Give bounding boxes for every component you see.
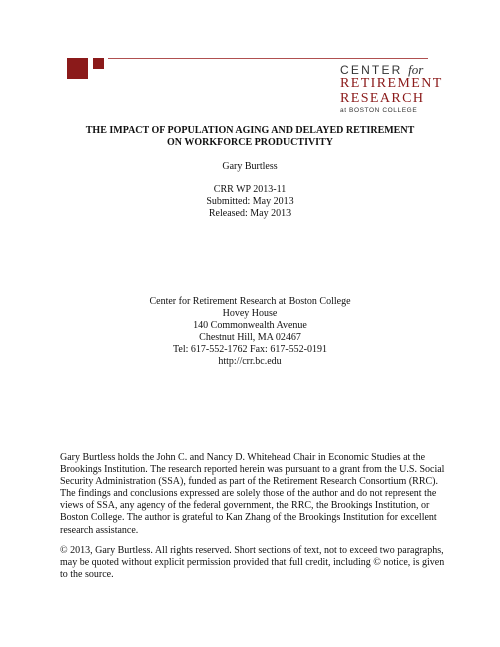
paragraph-line: The findings and conclusions expressed are solely those of the author and do not represent the (60, 488, 437, 500)
logo-retirement-text: RETIREMENT (340, 76, 443, 91)
released-date: Released: May 2013 (208, 208, 292, 219)
contact-address (0, 296, 500, 368)
address-line: Chestnut Hill, MA 02467 (199, 332, 301, 343)
paragraph-line: to the source. (60, 569, 114, 581)
paper-info (0, 184, 500, 220)
address-line: Hovey House (222, 308, 278, 319)
paragraph-line: research assistance. (60, 524, 139, 536)
logo-for-text: for (408, 62, 424, 77)
logo-research-text: RESEARCH (340, 91, 425, 106)
logo-square-large (67, 58, 88, 79)
logo-boston-college-text: at BOSTON COLLEGE (340, 107, 418, 114)
logo-square-small (93, 58, 104, 69)
working-paper-number: CRR WP 2013-11 (213, 184, 287, 195)
paragraph-line: Gary Burtless holds the John C. and Nancy D. Whitehead Chair in Economic Studies at the (60, 452, 426, 463)
submitted-date: Submitted: May 2013 (206, 196, 294, 207)
crr-logo (340, 62, 443, 115)
header-rule (108, 58, 428, 59)
website-url: http://crr.bc.edu (218, 356, 282, 367)
address-line: Center for Retirement Research at Boston College (149, 296, 351, 307)
paper-title (0, 125, 500, 149)
paragraph-line: Security Administration (SSA), funded as part of the Retirement Research Consortium (RRC). (60, 476, 438, 488)
paragraph-line: Boston College. The author is grateful to Kan Zhang of the Brookings Institution for excellent (60, 512, 437, 524)
phone-fax-line: Tel: 617-552-1762 Fax: 617-552-0191 (172, 344, 327, 355)
acknowledgment-paragraph (60, 452, 445, 537)
title-line: THE IMPACT OF POPULATION AGING AND DELAYED RETIREMENT (85, 125, 415, 136)
paragraph-line: may be quoted without explicit permission provided that full credit, including © notice, is given (60, 557, 445, 569)
paragraph-line: © 2013, Gary Burtless. All rights reserved. Short sections of text, not to exceed two paragraphs, (60, 545, 444, 556)
logo-center-text: CENTER (340, 63, 403, 77)
paragraph-line: Brookings Institution. The research reported herein was pursuant to a grant from the U.S. Social (60, 464, 445, 476)
title-line: ON WORKFORCE PRODUCTIVITY (167, 137, 333, 148)
author-name: Gary Burtless (222, 161, 278, 172)
paragraph-line: views of SSA, any agency of the federal government, the RRC, the Brookings Institution, or (60, 500, 430, 512)
copyright-paragraph (60, 545, 445, 581)
address-line: 140 Commonwealth Avenue (193, 320, 307, 331)
